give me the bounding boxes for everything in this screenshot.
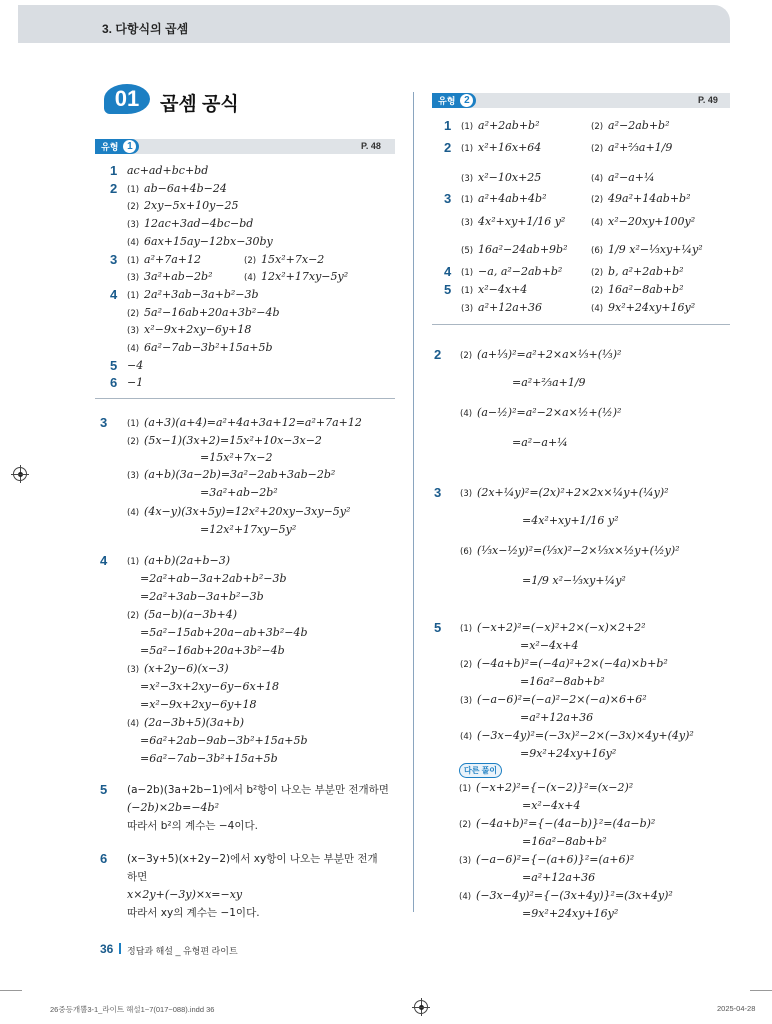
answer-text: a²+⅔a+1/9 (608, 141, 673, 154)
answer-text: 15x²+7x−2 (261, 253, 325, 266)
sub-label: (3) (461, 304, 474, 314)
solution-line (140, 573, 287, 584)
solution-line (460, 407, 621, 419)
solution-text: (2a−3b+5)(3a+b) (144, 716, 245, 729)
answer-text: 12ac+3ad−4bc−bd (144, 217, 254, 230)
solution-text: (2x+¼y)²=(2x)²+2×2x×¼y+(¼y)² (477, 486, 669, 499)
answer-line (461, 244, 568, 256)
answer-line (127, 254, 201, 266)
crop-mark-left (0, 990, 22, 991)
sub-label: (4) (127, 508, 140, 518)
solution-text: 따라서 xy의 계수는 −1이다. (127, 907, 260, 919)
registration-mark-icon (13, 467, 27, 481)
answer-text: a²+12a+36 (478, 301, 543, 314)
sub-label: (1) (461, 122, 474, 132)
solution-text: (a+3)(a+4)=a²+4a+3a+12=a²+7a+12 (144, 416, 362, 429)
solution-line (127, 871, 147, 883)
answer-line (591, 266, 684, 278)
footer-separator (119, 943, 121, 954)
solution-text: (x−3y+5)(x+2y−2)에서 xy항이 나오는 부분만 전개 (127, 853, 378, 865)
sub-label: (4) (127, 719, 140, 729)
solution-number: 6 (100, 851, 108, 866)
solution-line (127, 555, 230, 567)
answer-text: 6ax+15ay−12bx−30by (144, 235, 273, 248)
answer-text: 49a²+14ab+b² (608, 192, 691, 205)
alt-line (522, 908, 618, 919)
solution-line (460, 694, 647, 706)
solution-text: (−a−6)²=(−a)²−2×(−a)×6+6² (477, 693, 647, 706)
sub-label: (1) (461, 268, 474, 278)
sub-label: (2) (127, 437, 140, 447)
alt-text: (−x+2)²={−(x−2)}²=(x−2)² (476, 781, 634, 794)
solution-line (127, 506, 350, 518)
question-number: 4 (110, 287, 118, 302)
solution-line (460, 658, 668, 670)
solution-text: (x+2y−6)(x−3) (144, 662, 229, 675)
footer-title: 정답과 해설 _ 유형편 라이트 (127, 946, 238, 956)
solution-line (200, 524, 296, 535)
sub-label: (4) (460, 409, 473, 419)
answer-line (244, 271, 348, 283)
answer-text: a²+2ab+b² (478, 119, 540, 132)
solution-line (140, 735, 308, 746)
solution-text: (5x−1)(3x+2)=15x²+10x−3x−2 (144, 434, 322, 447)
solution-line (460, 730, 694, 742)
alt-line (459, 890, 673, 902)
solution-line (520, 748, 616, 759)
sub-label: (4) (591, 304, 604, 314)
sub-label: (3) (127, 220, 140, 230)
sub-label: (2) (591, 286, 604, 296)
sub-label: (1) (461, 144, 474, 154)
sub-label: (4) (127, 238, 140, 248)
type2-bottom-rule (432, 324, 730, 325)
solution-text: (−4a+b)²=(−4a)²+2×(−4a)×b+b² (477, 657, 668, 670)
answer-line (591, 216, 695, 228)
sub-label: (3) (127, 665, 140, 675)
type2-page-ref: P. 49 (698, 95, 718, 105)
answer-text: 3a²+ab−2b² (144, 270, 213, 283)
answer-line (591, 244, 703, 256)
sub-label: (4) (591, 218, 604, 228)
answer-line (461, 284, 527, 296)
answer-line (127, 165, 208, 176)
answer-text: 2xy−5x+10y−25 (144, 199, 239, 212)
sub-label: (2) (460, 660, 473, 670)
answer-text: x²−20xy+100y² (608, 215, 696, 228)
solution-line (460, 545, 680, 557)
alt-text: (−a−6)²={−(a+6)}²=(a+6)² (476, 853, 635, 866)
answer-line (461, 120, 540, 132)
answer-line (461, 266, 562, 278)
sub-label: (3) (127, 273, 140, 283)
question-number: 5 (444, 282, 452, 297)
answer-text: 1/9 x²−⅓xy+¼y² (608, 243, 703, 256)
solution-text: =9x²+24xy+16y² (520, 747, 617, 760)
answer-line (244, 254, 324, 266)
sub-label: (4) (460, 732, 473, 742)
solution-line (127, 435, 322, 447)
sub-label: (2) (591, 268, 604, 278)
solution-text: =6a²−7ab−3b²+15a+5b (140, 752, 278, 765)
alt-text: =x²−4x+4 (522, 799, 581, 812)
solution-line (140, 627, 308, 638)
sub-label: (4) (591, 174, 604, 184)
sub-label: (2) (127, 202, 140, 212)
alt-line (522, 836, 607, 847)
solution-number: 5 (434, 620, 442, 635)
solution-line (520, 640, 578, 651)
answer-line (591, 284, 684, 296)
solution-text: (−x+2)²=(−x)²+2×(−x)×2+2² (477, 621, 646, 634)
answer-line (591, 193, 691, 205)
type2-bar (432, 93, 730, 108)
solution-text: (4x−y)(3x+5y)=12x²+20xy−3xy−5y² (144, 505, 351, 518)
solution-text: (a+b)(2a+b−3) (144, 554, 231, 567)
solution-number: 3 (434, 485, 442, 500)
solution-text: =5a²−16ab+20a+3b²−4b (140, 644, 285, 657)
solution-line (127, 907, 260, 919)
answer-text: a²+4ab+4b² (478, 192, 547, 205)
question-number: 5 (110, 358, 118, 373)
registration-mark-icon (414, 1000, 428, 1014)
sub-label: (1) (127, 185, 140, 195)
alt-text: =a²+12a+36 (522, 871, 596, 884)
alt-line (522, 800, 580, 811)
type2-label: 유형 2 (432, 93, 476, 108)
question-number: 6 (110, 375, 118, 390)
chapter-title: 3. 다항식의 곱셈 (102, 22, 189, 36)
answer-text: 16a²−8ab+b² (608, 283, 684, 296)
solution-line (200, 452, 272, 463)
sub-label: (2) (591, 122, 604, 132)
type1-bottom-rule (95, 398, 395, 399)
type1-bar (95, 139, 395, 154)
solution-text: =a²+12a+36 (520, 711, 594, 724)
crop-mark-right (750, 990, 772, 991)
type1-label: 유형 1 (95, 139, 139, 154)
answer-line (461, 142, 541, 154)
answer-line (591, 302, 695, 314)
alt-text: (−4a+b)²={−(4a−b)}²=(4a−b)² (476, 817, 656, 830)
solution-text: (5a−b)(a−3b+4) (144, 608, 238, 621)
answer-line (127, 377, 143, 388)
answer-text: 5a²−16ab+20a+3b²−4b (144, 306, 280, 319)
solution-text: (a−½)²=a²−2×a×½+(½)² (477, 406, 622, 419)
answer-line (591, 120, 670, 132)
sub-label: (1) (460, 624, 473, 634)
answer-line (127, 289, 259, 301)
solution-text: =2a²+ab−3a+2ab+b²−3b (140, 572, 287, 585)
answer-line (461, 172, 541, 184)
solution-text: =x²−4x+4 (520, 639, 579, 652)
sub-label: (6) (460, 547, 473, 557)
sub-label: (1) (461, 286, 474, 296)
solution-line (127, 663, 228, 675)
answer-line (127, 307, 280, 319)
solution-line (522, 515, 619, 526)
question-number: 2 (110, 181, 118, 196)
type1-page-ref: P. 48 (361, 141, 381, 151)
answer-text: 2a²+3ab−3a+b²−3b (144, 288, 259, 301)
chapter-header-bar (18, 5, 730, 43)
solution-text: =1/9 x²−⅓xy+¼y² (522, 574, 626, 587)
answer-text: x²−9x+2xy−6y+18 (144, 323, 252, 336)
solution-line (140, 699, 257, 710)
imprint-date: 2025-04-28 (717, 1004, 756, 1013)
solution-line (127, 820, 258, 832)
solution-text: =x²−9x+2xy−6y+18 (140, 698, 257, 711)
answer-line (461, 193, 547, 205)
answer-line (127, 324, 251, 336)
solution-line (140, 681, 279, 692)
answer-line (127, 200, 239, 212)
solution-line (460, 622, 646, 634)
solution-line (127, 889, 242, 900)
answer-text: x²+16x+64 (478, 141, 542, 154)
solution-text: =15x²+7x−2 (200, 451, 273, 464)
question-number: 3 (110, 252, 118, 267)
solution-number: 3 (100, 415, 108, 430)
solution-text: =2a²+3ab−3a+b²−3b (140, 590, 264, 603)
sub-label: (1) (461, 195, 474, 205)
solution-text: (a+⅓)²=a²+2×a×⅓+(⅓)² (477, 348, 622, 361)
sub-label: (3) (459, 856, 472, 866)
answer-text: 6a²−7ab−3b²+15a+5b (144, 341, 273, 354)
solution-text: 하면 (127, 871, 148, 883)
sub-label: (2) (244, 256, 257, 266)
sub-label: (2) (460, 351, 473, 361)
solution-text: (⅓x−½y)²=(⅓x)²−2×⅓x×½y+(½y)² (477, 544, 680, 557)
alt-line (459, 854, 634, 866)
solution-line (522, 575, 626, 586)
solution-line (512, 437, 568, 448)
solution-number: 5 (100, 782, 108, 797)
solution-text: (a−2b)(3a+2b−1)에서 b²항이 나오는 부분만 전개하면 (127, 784, 389, 796)
solution-line (460, 349, 621, 361)
sub-label: (1) (127, 419, 140, 429)
sub-label: (1) (459, 784, 472, 794)
solution-text: =x²−3x+2xy−6y−6x+18 (140, 680, 279, 693)
solution-line (127, 417, 362, 429)
solution-line (140, 753, 278, 764)
solution-line (520, 712, 593, 723)
solution-line (200, 487, 278, 498)
answer-line (127, 236, 273, 248)
answer-text: 16a²−24ab+9b² (478, 243, 568, 256)
answer-text: a²−a+¼ (608, 171, 655, 184)
answer-line (591, 142, 672, 154)
solution-text: =5a²−15ab+20a−ab+3b²−4b (140, 626, 308, 639)
sub-label: (2) (127, 309, 140, 319)
alt-line (522, 872, 595, 883)
answer-line (127, 271, 213, 283)
sub-label: (2) (591, 195, 604, 205)
solution-text: =12x²+17xy−5y² (200, 523, 297, 536)
solution-number: 4 (100, 553, 108, 568)
page-number: 36 (100, 942, 114, 956)
solution-text: =6a²+2ab−9ab−3b²+15a+5b (140, 734, 308, 747)
solution-text: =a²−a+¼ (512, 436, 568, 449)
solution-text: =4x²+xy+1/16 y² (522, 514, 619, 527)
solution-text: =16a²−8ab+b² (520, 675, 605, 688)
answer-text: −1 (127, 376, 144, 389)
solution-line (127, 784, 389, 796)
answer-text: 12x²+17xy−5y² (261, 270, 349, 283)
alt-line (459, 782, 633, 794)
sub-label: (2) (591, 144, 604, 154)
answer-text: ac+ad+bc+bd (127, 164, 209, 177)
solution-line (140, 645, 285, 656)
solution-number: 2 (434, 347, 442, 362)
solution-line (127, 469, 335, 481)
solution-line (127, 609, 237, 621)
answer-line (127, 360, 143, 371)
solution-line (140, 591, 264, 602)
sub-label: (1) (127, 557, 140, 567)
sub-label: (2) (459, 820, 472, 830)
solution-text: 따라서 b²의 계수는 −4이다. (127, 820, 258, 832)
sub-label: (4) (244, 273, 257, 283)
section-number-badge: 01 (104, 84, 150, 114)
sub-label: (4) (127, 344, 140, 354)
answer-text: a²+7a+12 (144, 253, 202, 266)
sub-label: (3) (460, 489, 473, 499)
imprint-file: 26중등개뿔3-1_라이트 해설1~7(017~088).indd 36 (50, 1005, 215, 1014)
solution-text: =3a²+ab−2b² (200, 486, 278, 499)
answer-line (461, 216, 565, 228)
answer-text: −4 (127, 359, 144, 372)
alt-text: =16a²−8ab+b² (522, 835, 607, 848)
answer-line (127, 218, 253, 230)
sub-label: (1) (127, 256, 140, 266)
sub-label: (3) (461, 174, 474, 184)
answer-text: a²−2ab+b² (608, 119, 670, 132)
answer-text: x²−4x+4 (478, 283, 528, 296)
solution-line (127, 853, 378, 865)
answer-text: x²−10x+25 (478, 171, 542, 184)
sub-label: (2) (127, 611, 140, 621)
solution-line (460, 487, 669, 499)
alt-text: =9x²+24xy+16y² (522, 907, 619, 920)
column-divider (413, 92, 414, 912)
question-number: 3 (444, 191, 452, 206)
answer-line (591, 172, 655, 184)
sub-label: (4) (459, 892, 472, 902)
answer-line (127, 342, 273, 354)
question-number: 4 (444, 264, 452, 279)
sub-label: (3) (460, 696, 473, 706)
answer-line (461, 302, 542, 314)
question-number: 1 (444, 118, 452, 133)
solution-line (127, 802, 219, 813)
answer-text: 9x²+24xy+16y² (608, 301, 696, 314)
solution-line (512, 377, 586, 388)
sub-label: (5) (461, 246, 474, 256)
answer-text: −a, a²−2ab+b² (478, 265, 563, 278)
answer-text: b, a²+2ab+b² (608, 265, 684, 278)
question-number: 2 (444, 140, 452, 155)
answer-line (127, 183, 227, 195)
solution-text: x×2y+(−3y)×x=−xy (127, 888, 243, 901)
sub-label: (1) (127, 291, 140, 301)
solution-text: (a+b)(3a−2b)=3a²−2ab+3ab−2b² (144, 468, 336, 481)
solution-text: (−2b)×2b=−4b² (127, 801, 219, 814)
sub-label: (3) (127, 471, 140, 481)
sub-label: (3) (461, 218, 474, 228)
section-title: 곱셈 공식 (160, 94, 239, 115)
solution-text: =a²+⅔a+1/9 (512, 376, 586, 389)
alt-solution-badge: 다른 풀이 (459, 763, 502, 778)
answer-text: 4x²+xy+1/16 y² (478, 215, 566, 228)
question-number: 1 (110, 163, 118, 178)
solution-text: (−3x−4y)²=(−3x)²−2×(−3x)×4y+(4y)² (477, 729, 694, 742)
answer-text: ab−6a+4b−24 (144, 182, 227, 195)
solution-line (127, 717, 244, 729)
alt-line (459, 818, 655, 830)
solution-line (520, 676, 605, 687)
sub-label: (6) (591, 246, 604, 256)
sub-label: (3) (127, 326, 140, 336)
alt-text: (−3x−4y)²={−(3x+4y)}²=(3x+4y)² (476, 889, 673, 902)
